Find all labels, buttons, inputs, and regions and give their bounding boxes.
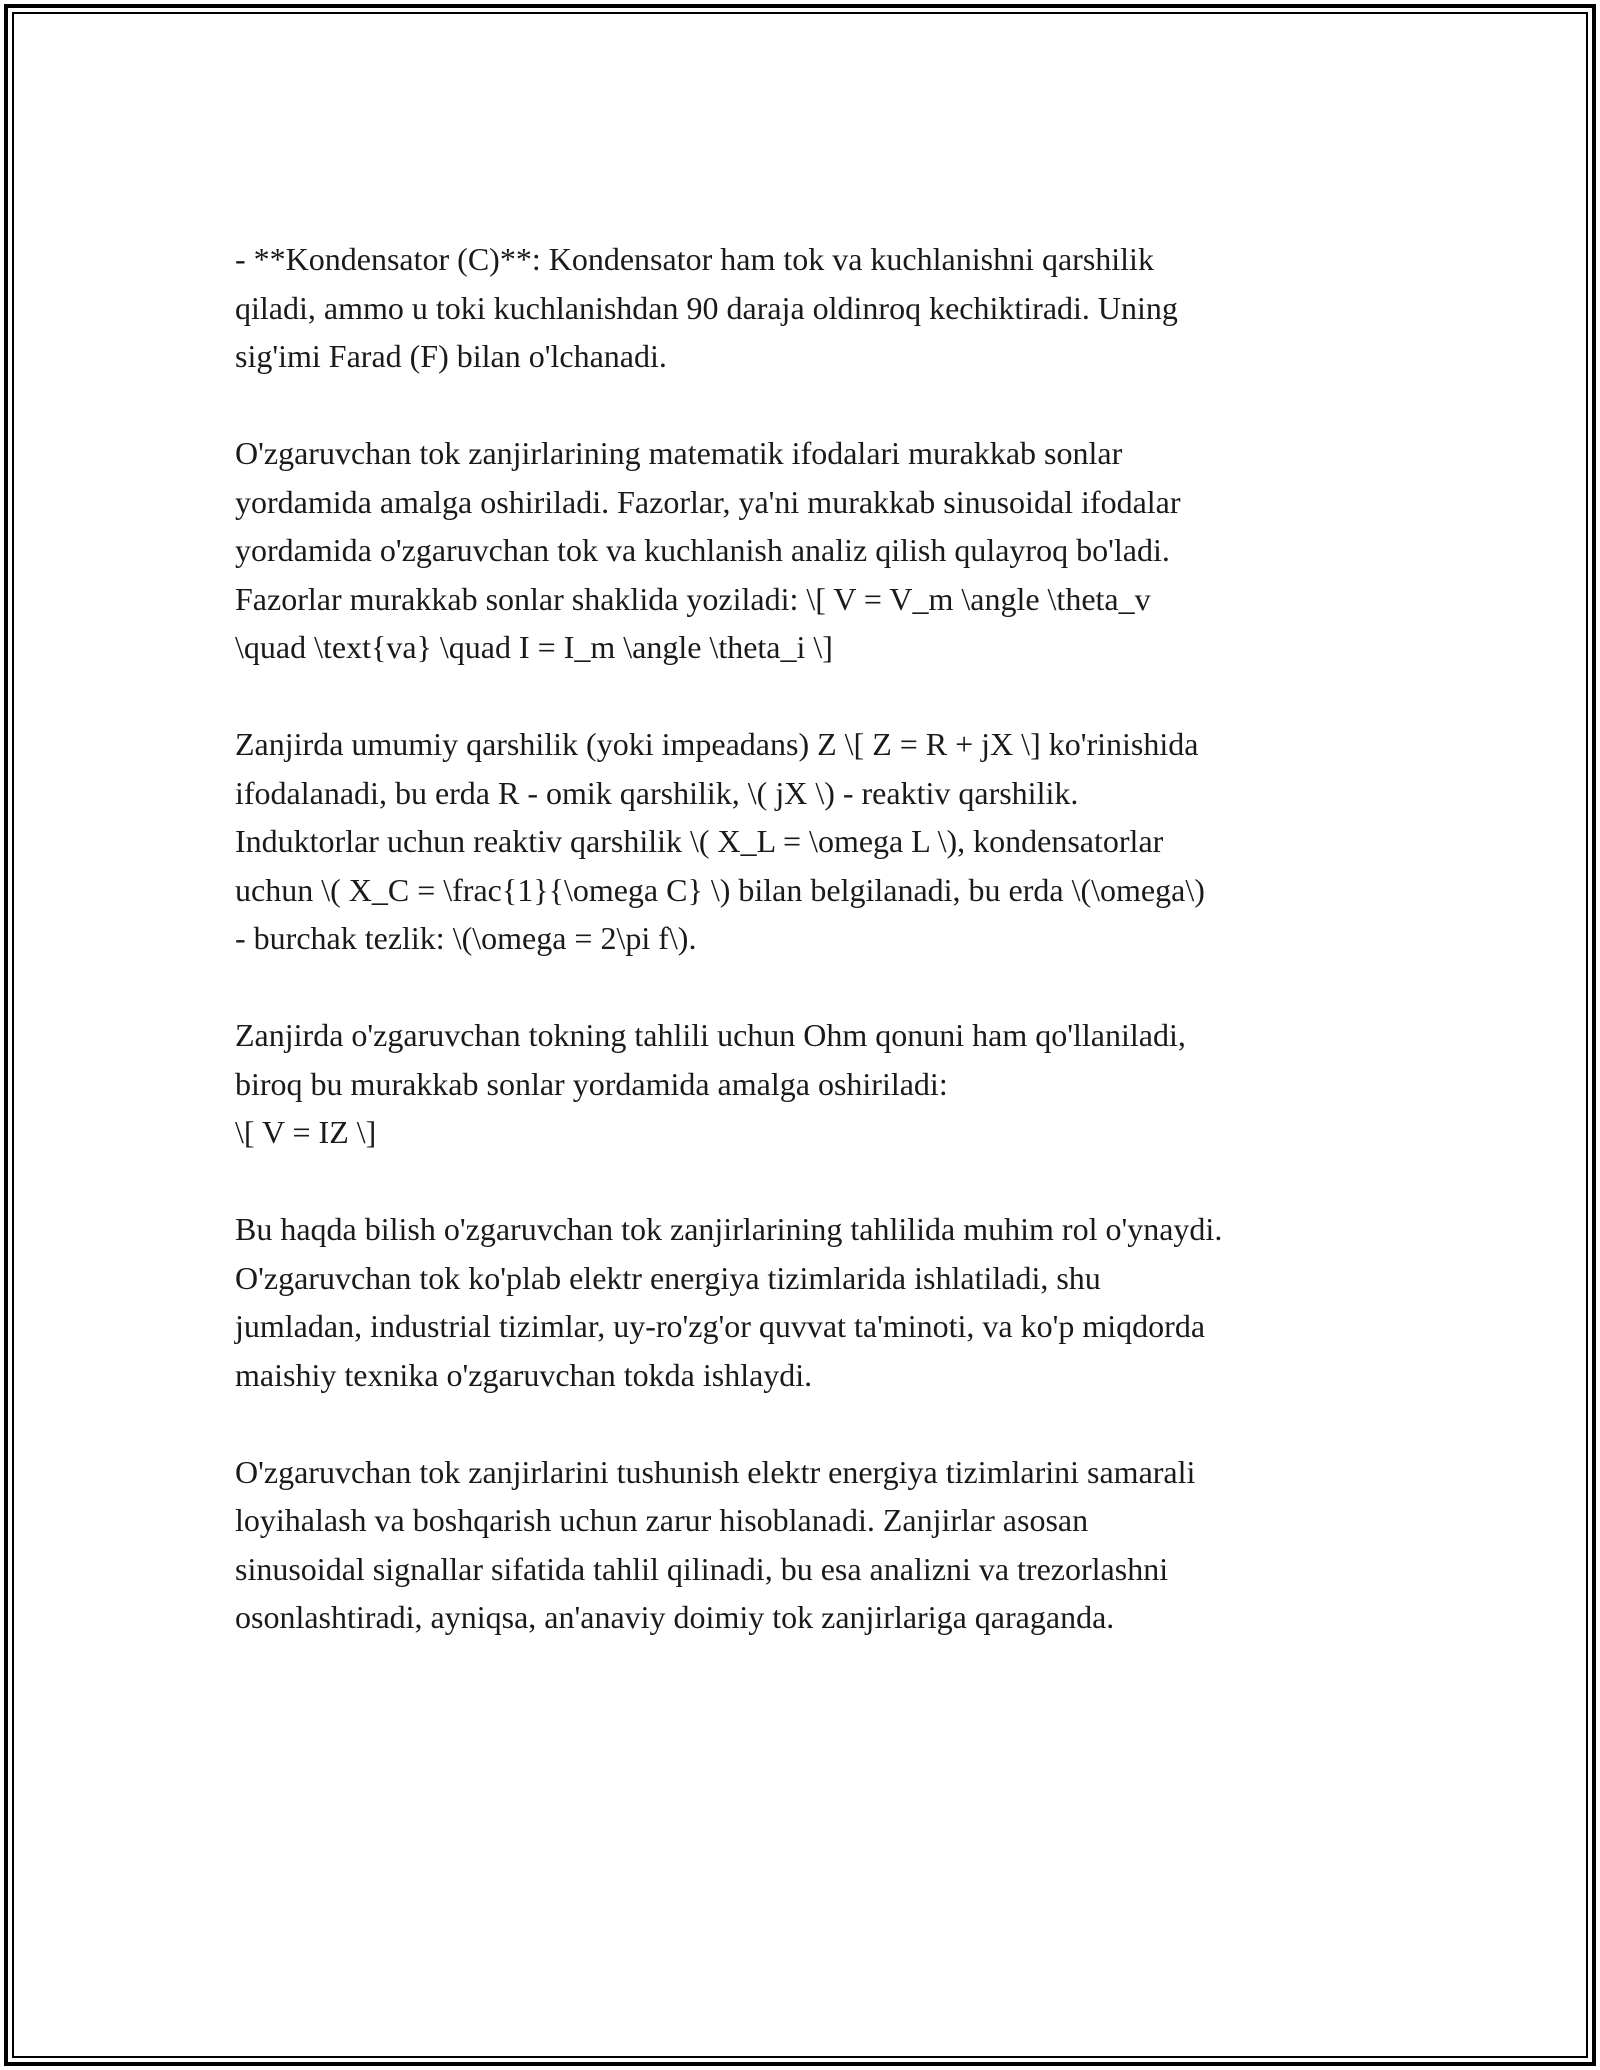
text-line: Fazorlar murakkab sonlar shaklida yoziladi: \[ V = V_m \angle \theta_v: [235, 580, 1151, 617]
text-line: osonlashtiradi, ayniqsa, an'anaviy doimiy tok zanjirlariga qaraganda.: [235, 1599, 1115, 1635]
paragraph-impedans: [235, 720, 1375, 963]
text-line: O'zgaruvchan tok zanjirlarining matematik ifodalari murakkab sonlar: [235, 435, 1123, 471]
text-line: sig'imi Farad (F) bilan o'lchanadi.: [235, 338, 667, 374]
text-line: biroq bu murakkab sonlar yordamida amalga oshiriladi:: [235, 1065, 948, 1102]
text-line: - **Kondensator (C)**: Kondensator ham tok va kuchlanishni qarshilik: [235, 241, 1154, 277]
text-line: yordamida amalga oshiriladi. Fazorlar, ya'ni murakkab sinusoidal ifodalar: [235, 483, 1181, 520]
text-line: Zanjirda o'zgaruvchan tokning tahlili uchun Ohm qonuni ham qo'llaniladi,: [235, 1017, 1186, 1053]
text-line: O'zgaruvchan tok ko'plab elektr energiya tizimlarida ishlatiladi, shu: [235, 1259, 1101, 1296]
paragraph-kondensator: [235, 235, 1375, 381]
text-line: jumladan, industrial tizimlar, uy-ro'zg'or quvvat ta'minoti, va ko'p miqdorda: [235, 1308, 1206, 1344]
text-line: maishiy texnika o'zgaruvchan tokda ishlaydi.: [235, 1356, 813, 1393]
text-line: uchun \( X_C = \frac{1}{\omega C} \) bilan belgilanadi, bu erda \(\omega\): [235, 871, 1205, 908]
text-line: qiladi, ammo u toki kuchlanishdan 90 daraja oldinroq kechiktiradi. Uning: [235, 289, 1178, 326]
text-line: - burchak tezlik: \(\omega = 2\pi f\).: [235, 920, 697, 956]
text-line: Zanjirda umumiy qarshilik (yoki impeadans) Z \[ Z = R + jX \] ko'rinishida: [235, 726, 1199, 762]
text-line: Bu haqda bilish o'zgaruvchan tok zanjirlarining tahlilida muhim rol o'ynaydi.: [235, 1211, 1223, 1247]
document-body: [235, 235, 1375, 1690]
text-line: sinusoidal signallar sifatida tahlil qilinadi, bu esa analizni va trezorlashni: [235, 1550, 1169, 1587]
text-line: O'zgaruvchan tok zanjirlarini tushunish elektr energiya tizimlarini samarali: [235, 1453, 1196, 1490]
text-line: loyihalash va boshqarish uchun zarur hisoblanadi. Zanjirlar asosan: [235, 1502, 1089, 1538]
formula-line: \[ V = IZ \]: [235, 1114, 377, 1150]
paragraph-ohm-qonuni: [235, 1011, 1375, 1157]
text-line: Induktorlar uchun reaktiv qarshilik \( X_L = \omega L \), kondensatorlar: [235, 823, 1164, 859]
paragraph-fazorlar: [235, 429, 1375, 672]
text-line: ifodalanadi, bu erda R - omik qarshilik, \( jX \) - reaktiv qarshilik.: [235, 774, 1079, 811]
text-line: \quad \text{va} \quad I = I_m \angle \theta_i \]: [235, 629, 833, 665]
text-line: yordamida o'zgaruvchan tok va kuchlanish analiz qilish qulayroq bo'ladi.: [235, 532, 1170, 568]
paragraph-xulosa: [235, 1448, 1375, 1642]
paragraph-ahamiyati: [235, 1205, 1375, 1399]
